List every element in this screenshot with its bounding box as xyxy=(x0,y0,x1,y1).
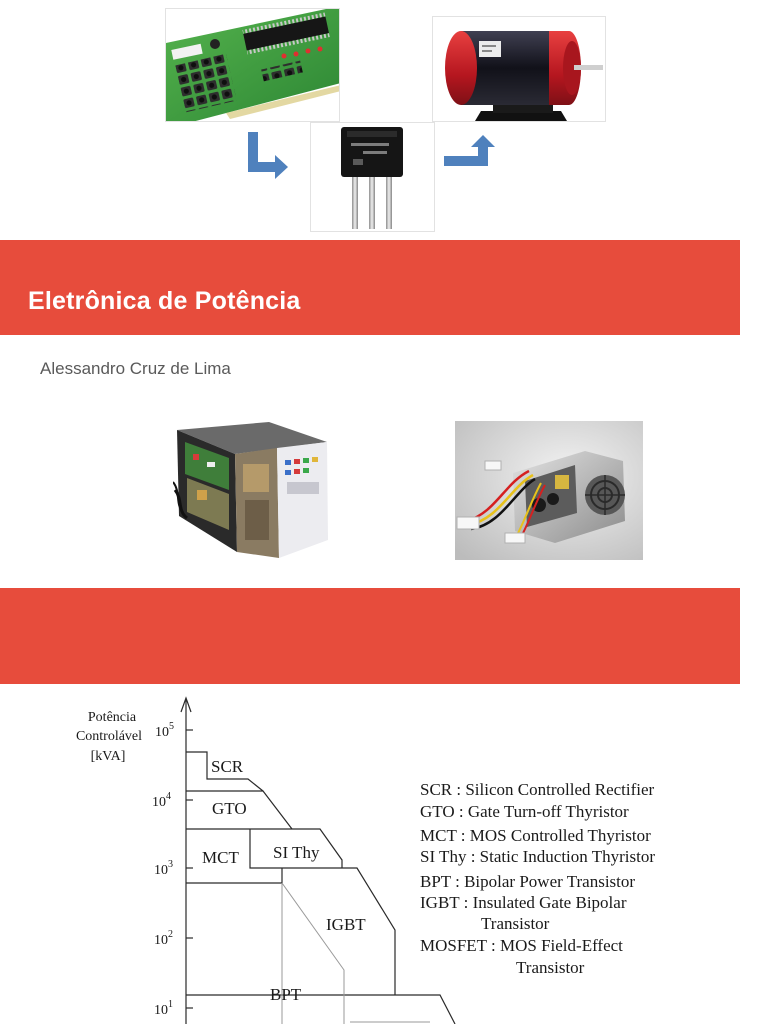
arrow-shaft xyxy=(248,162,276,172)
region-label-igbt: IGBT xyxy=(326,915,366,934)
y-axis xyxy=(181,698,193,1024)
power-device-diagram xyxy=(0,690,768,1024)
circuit-board-image xyxy=(166,9,340,122)
electric-motor-photo xyxy=(432,16,606,122)
region-label-gto: GTO xyxy=(212,799,247,818)
bpt-region-boundary xyxy=(186,995,455,1024)
legend-item-continuation: Transistor xyxy=(481,914,550,933)
y-tick-label xyxy=(152,791,171,810)
legend-item: SCR : Silicon Controlled Rectifier xyxy=(420,780,655,799)
arrow-shaft xyxy=(478,146,488,166)
legend-item-continuation: Transistor xyxy=(516,958,585,977)
arrow-down-right-icon xyxy=(244,130,292,182)
region-label-si-thy: SI Thy xyxy=(273,843,320,862)
y-axis-title-line: Controlável xyxy=(75,729,143,744)
power-transistor-photo xyxy=(310,122,435,232)
arrow-head xyxy=(471,135,495,147)
y-axis-title-line: Potência xyxy=(87,710,137,725)
arrow-head xyxy=(275,155,288,179)
legend-item: MCT : MOS Controlled Thyristor xyxy=(420,826,651,845)
region-label-mct: MCT xyxy=(202,848,239,867)
tick-base: 10 xyxy=(155,725,169,740)
legend-item: MOSFET : MOS Field-Effect xyxy=(420,936,623,955)
tick-exponent: 1 xyxy=(168,999,173,1010)
legend-item: SI Thy : Static Induction Thyristor xyxy=(420,847,655,866)
tick-exponent: 5 xyxy=(169,721,174,732)
y-tick-label xyxy=(154,859,173,878)
tick-base: 10 xyxy=(152,795,166,810)
tick-exponent: 2 xyxy=(168,929,173,940)
tick-exponent: 4 xyxy=(166,791,171,802)
y-axis-title-line: [kVA] xyxy=(90,749,126,764)
tick-exponent: 3 xyxy=(168,859,173,870)
tick-base: 10 xyxy=(154,863,168,878)
legend-item: GTO : Gate Turn-off Thyristor xyxy=(420,802,629,821)
title-banner xyxy=(0,240,740,335)
y-tick-label xyxy=(154,929,173,948)
mct-bottom-boundary xyxy=(186,868,282,883)
y-tick-label xyxy=(155,721,174,740)
y-tick-label xyxy=(154,999,173,1018)
tick-base: 10 xyxy=(154,1003,168,1018)
power-transistor-image xyxy=(311,123,435,232)
electric-motor-image xyxy=(433,17,606,122)
arrow-right-up-icon xyxy=(442,134,500,170)
legend xyxy=(420,780,655,977)
power-equipment-photo xyxy=(173,420,330,560)
power-supply-photo xyxy=(455,421,643,560)
circuit-board-photo xyxy=(165,8,340,122)
author-name: Alessandro Cruz de Lima xyxy=(40,359,231,378)
legend-item: BPT : Bipolar Power Transistor xyxy=(420,872,636,891)
page-title: Eletrônica de Potência xyxy=(28,287,301,315)
legend-item: IGBT : Insulated Gate Bipolar xyxy=(420,893,627,912)
region-label-scr: SCR xyxy=(211,757,244,776)
tick-base: 10 xyxy=(154,933,168,948)
region-label-bpt: BPT xyxy=(270,985,302,1004)
section-banner xyxy=(0,588,740,684)
